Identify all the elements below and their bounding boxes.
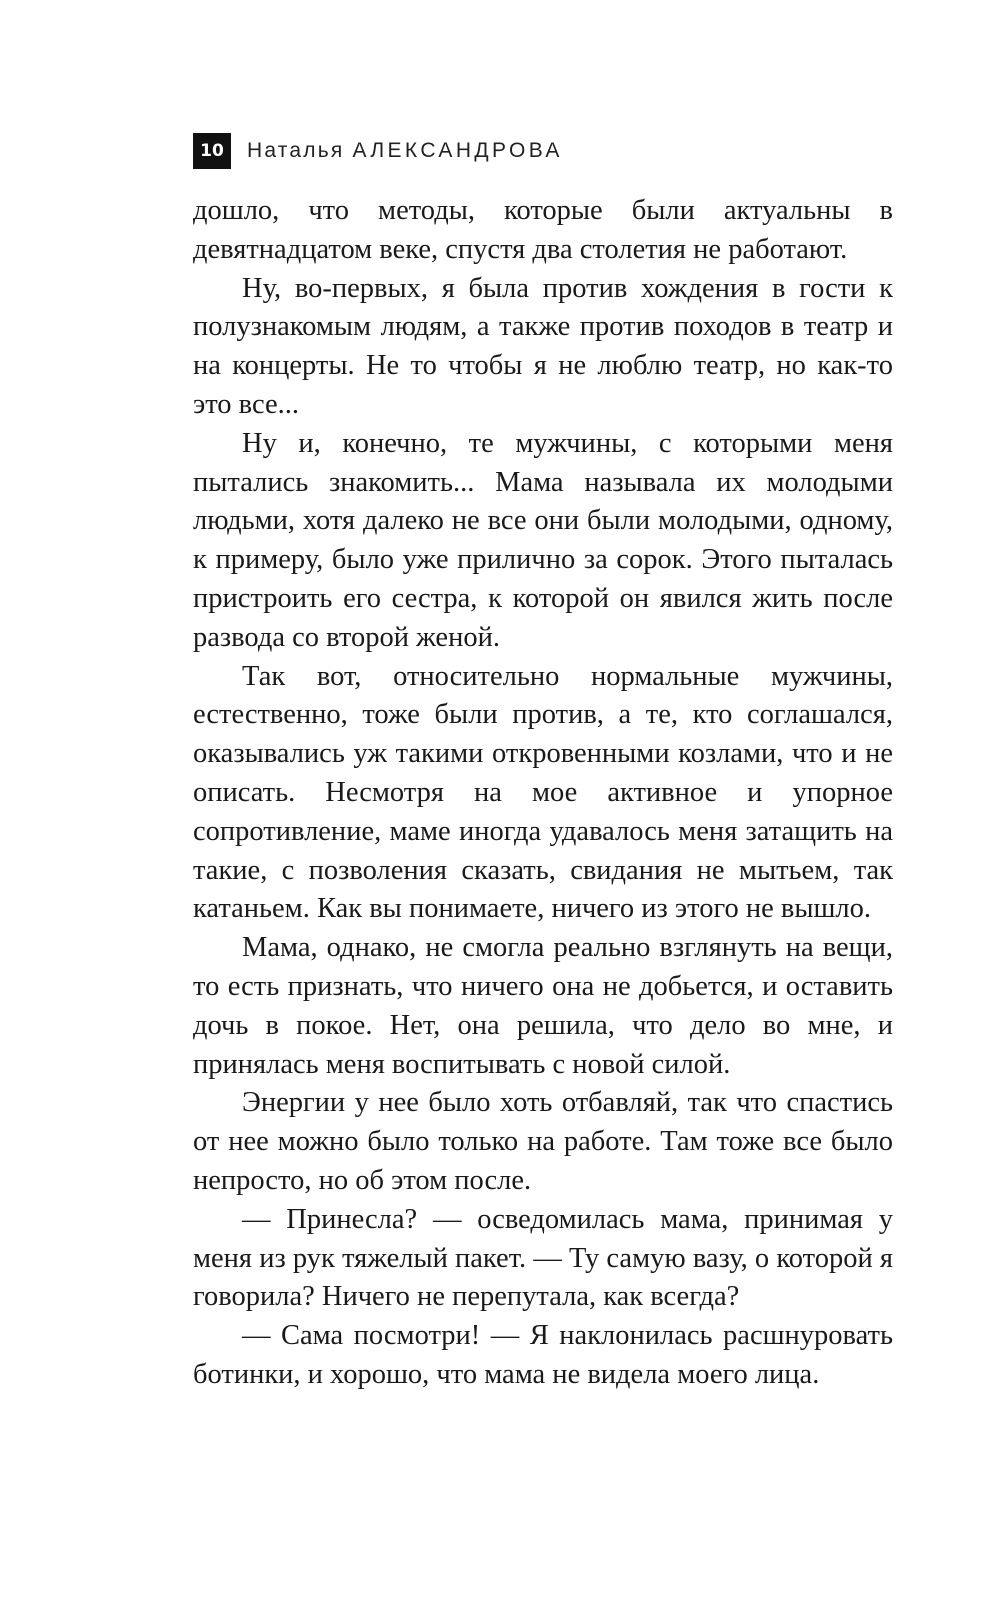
- author-name: [247, 133, 563, 169]
- paragraph: дошло, что методы, которые были актуальны в девятнадцатом веке, спустя два столетия не работают.: [193, 195, 893, 265]
- paragraph: Мама, однако, не смогла реально взглянуть на вещи, то есть признать, что ничего она не добьется, и оставить дочь в покое. Нет, она решила, что дело во мне, и принялась меня воспитывать с новой силой.: [193, 932, 893, 1080]
- author-first-name: Наталья: [247, 139, 345, 162]
- paragraph: Ну и, конечно, те мужчины, с которыми меня пытались знакомить... Мама называла их молодыми людьми, хотя далеко не все они были молодыми, одному, к примеру, было уже прилично за сорок. Этого пыталась пристроить его сестра, к которой он явился жить после развода со второй женой.: [193, 427, 893, 653]
- paragraph: Ну, во-первых, я была против хождения в гости к полузнакомым людям, а также против походов в театр и на концерты. Не то чтобы я не люблю театр, но как-то это все...: [193, 272, 893, 420]
- page-number: 10: [193, 133, 231, 169]
- running-head: [193, 133, 563, 169]
- body-text: [193, 192, 893, 1395]
- paragraph: — Сама посмотри! — Я наклонилась расшнуровать ботинки, и хорошо, что мама не видела моего лица.: [193, 1320, 893, 1390]
- paragraph: — Принесла? — осведомилась мама, принимая у меня из рук тяжелый пакет. — Ту самую вазу, о которой я говорила? Ничего не перепутала, как всегда?: [193, 1203, 893, 1313]
- paragraph: Энергии у нее было хоть отбавляй, так что спастись от нее можно было только на работе. Там тоже все было непросто, но об этом после.: [193, 1087, 893, 1196]
- paragraph: Так вот, относительно нормальные мужчины, естественно, тоже были против, а те, кто соглашался, оказывались уж такими откровенными козлами, что и не описать. Несмотря на мое активное и упорное сопротивление, маме иногда удавалось меня затащить на такие, с позволения сказать, свидания не мытьем, так катаньем. Как вы понимаете, ничего из этого не вышло.: [193, 660, 893, 925]
- author-surname: АЛЕКСАНДРОВА: [352, 139, 563, 162]
